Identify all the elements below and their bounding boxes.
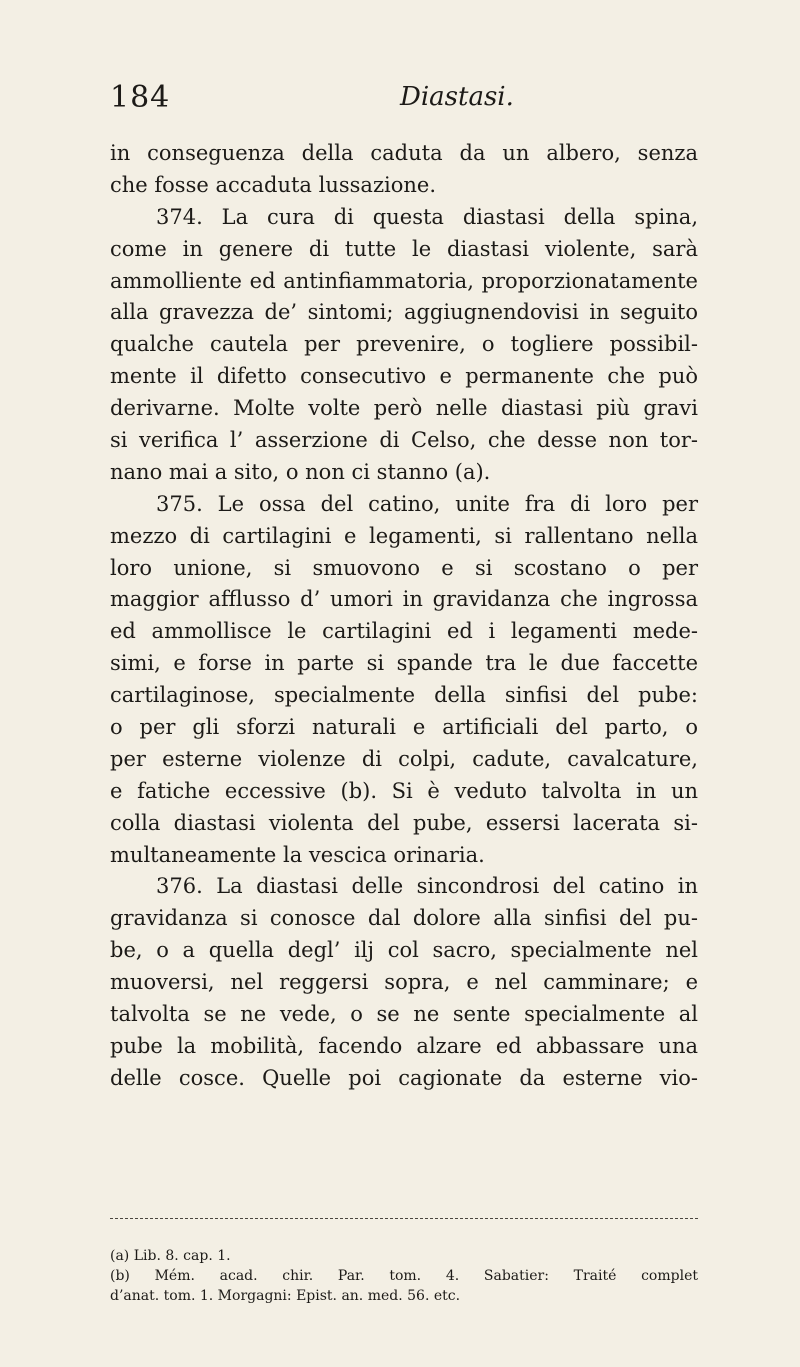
- text-line: e fatiche eccessive (b). Si è veduto talvolta in un: [110, 778, 698, 803]
- running-head: [110, 80, 670, 120]
- paragraph-374-start: 374. La cura di questa diastasi della spina,: [156, 204, 698, 229]
- paragraph-375-start: 375. Le ossa del catino, unite fra di loro per: [156, 491, 698, 516]
- text-line: nano mai a sito, o non ci stanno (a).: [110, 459, 491, 484]
- running-title: Diastasi.: [400, 82, 514, 112]
- text-line: cartilaginose, specialmente della sinfisi del pube:: [110, 683, 698, 708]
- text-line: che fosse accaduta lussazione.: [110, 172, 436, 197]
- text-line: alla gravezza de’ sintomi; aggiugnendovisi in seguito: [110, 300, 698, 325]
- footnote-divider: [110, 1218, 698, 1219]
- footnote-a: (a) Lib. 8. cap. 1.: [110, 1248, 231, 1264]
- text-line: muoversi, nel reggersi sopra, e nel camminare; e: [110, 970, 698, 995]
- footnote-b-continued: d’anat. tom. 1. Morgagni: Epist. an. med. 56. etc.: [110, 1288, 461, 1304]
- paragraph-376-start: 376. La diastasi delle sincondrosi del catino in: [156, 874, 698, 899]
- text-line: be, o a quella degl’ ilj col sacro, specialmente nel: [110, 938, 698, 963]
- text-line: multaneamente la vescica orinaria.: [110, 842, 485, 867]
- text-line: mezzo di cartilagini e legamenti, si rallentano nella: [110, 523, 698, 548]
- page-number: 184: [110, 80, 171, 115]
- text-line: colla diastasi violenta del pube, essersi lacerata si-: [110, 810, 698, 835]
- text-line: gravidanza si conosce dal dolore alla sinfisi del pu-: [110, 906, 698, 931]
- text-line: o per gli sforzi naturali e artificiali del parto, o: [110, 715, 698, 740]
- text-line: loro unione, si smuovono e si scostano o per: [110, 555, 698, 580]
- text-line: si verifica l’ asserzione di Celso, che desse non tor-: [110, 428, 698, 453]
- footnotes: [110, 1246, 698, 1306]
- text-line: talvolta se ne vede, o se ne sente specialmente al: [110, 1002, 698, 1027]
- text-line: per esterne violenze di colpi, cadute, cavalcature,: [110, 746, 698, 771]
- body-text: [110, 138, 698, 1095]
- text-line: ammolliente ed antinfiammatoria, proporzionatamente: [110, 268, 698, 293]
- text-line: mente il difetto consecutivo e permanente che può: [110, 364, 698, 389]
- text-line: in conseguenza della caduta da un albero, senza: [110, 141, 698, 165]
- text-line: simi, e forse in parte si spande tra le due faccette: [110, 651, 698, 676]
- text-line: come in genere di tutte le diastasi violente, sarà: [110, 236, 698, 261]
- text-line: ed ammollisce le cartilagini ed i legamenti mede-: [110, 619, 698, 644]
- text-line: delle cosce. Quelle poi cagionate da esterne vio-: [110, 1065, 698, 1090]
- text-line: qualche cautela per prevenire, o togliere possibil-: [110, 332, 698, 357]
- text-line: maggior afflusso d’ umori in gravidanza che ingrossa: [110, 587, 698, 612]
- footnote-b: (b) Mém. acad. chir. Par. tom. 4. Sabatier: Traité complet: [110, 1268, 698, 1284]
- text-line: derivarne. Molte volte però nelle diastasi più gravi: [110, 396, 698, 421]
- text-line: pube la mobilità, facendo alzare ed abbassare una: [110, 1033, 698, 1058]
